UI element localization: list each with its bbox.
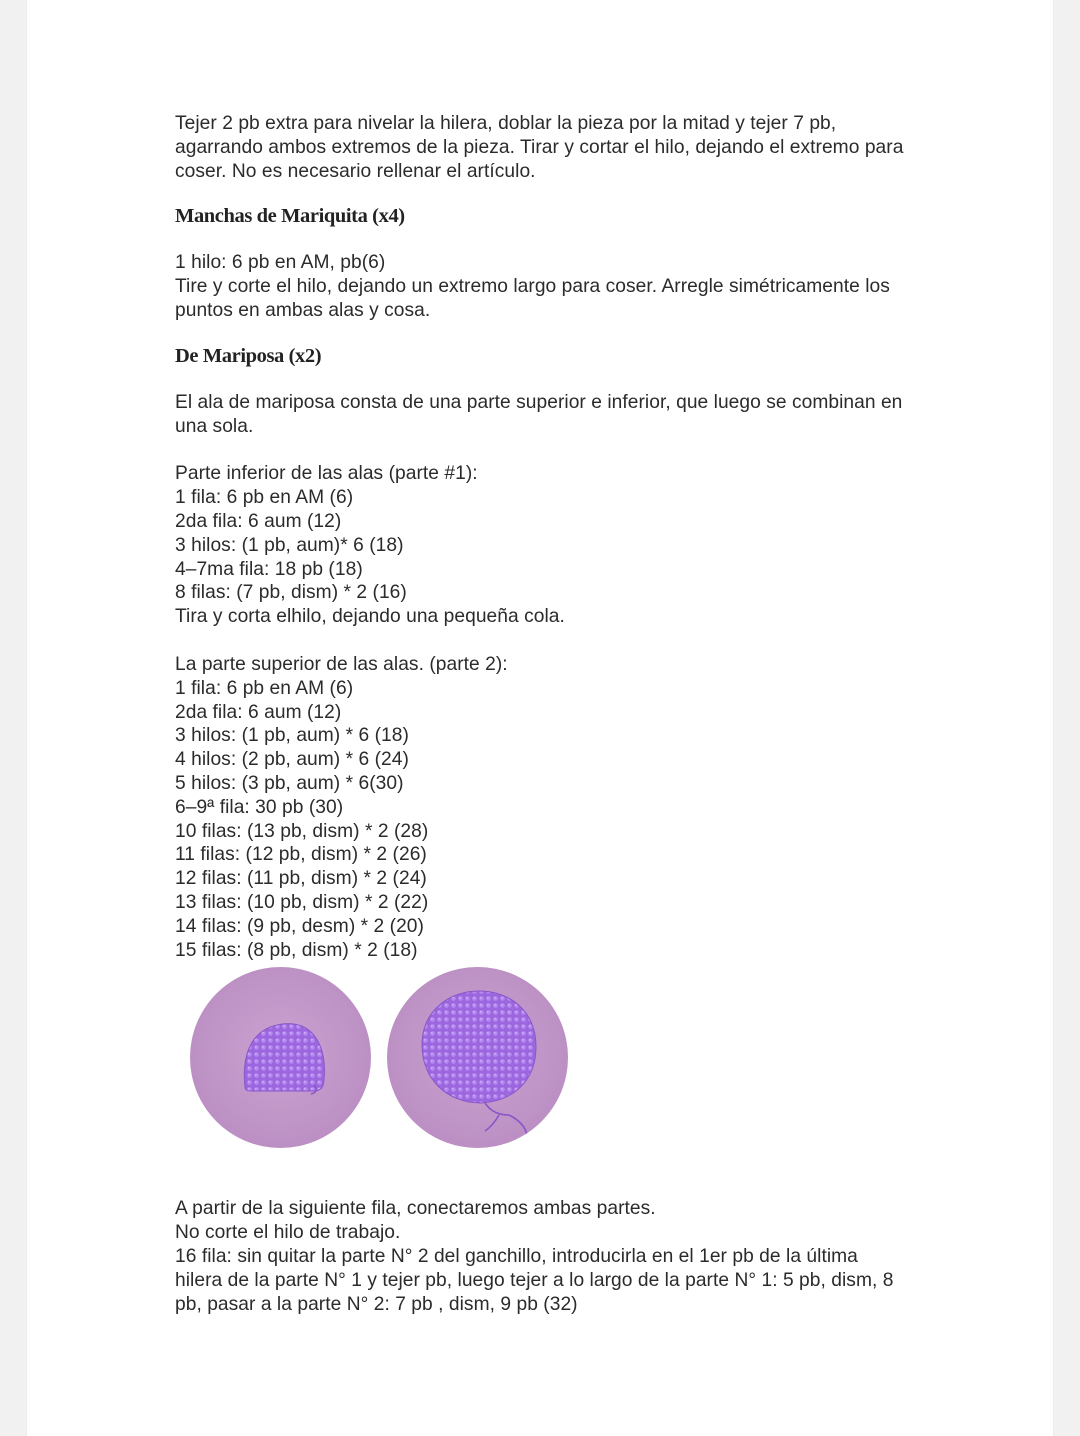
pattern-row: 8 filas: (7 pb, dism) * 2 (16) bbox=[175, 582, 407, 604]
wing-photos bbox=[175, 965, 975, 1175]
text-line: una sola. bbox=[175, 415, 254, 437]
pattern-row: 11 filas: (12 pb, dism) * 2 (26) bbox=[175, 844, 427, 866]
section-heading-butterfly: De Mariposa (x2) bbox=[175, 344, 322, 367]
large-crochet-wing-photo bbox=[387, 967, 568, 1148]
pattern-row: 6–9ª fila: 30 pb (30) bbox=[175, 796, 344, 818]
pattern-row: 14 filas: (9 pb, desm) * 2 (20) bbox=[175, 915, 424, 937]
text-line: Tire y corte el hilo, dejando un extremo largo para coser. Arregle simétricamente los bbox=[175, 276, 890, 298]
text-line: puntos en ambas alas y cosa. bbox=[175, 299, 431, 321]
pattern-row: 2da fila: 6 aum (12) bbox=[175, 701, 342, 723]
pattern-row: 1 fila: 6 pb en AM (6) bbox=[175, 487, 354, 509]
pattern-row: 4 hilos: (2 pb, aum) * 6 (24) bbox=[175, 749, 409, 771]
joining-instructions bbox=[175, 1197, 975, 1316]
text-line: 16 fila: sin quitar la parte N° 2 del ganchillo, introducirla en el 1er pb de la última bbox=[175, 1245, 858, 1267]
pattern-row: 12 filas: (11 pb, dism) * 2 (24) bbox=[175, 868, 427, 890]
section-heading-ladybug-spots: Manchas de Mariquita (x4) bbox=[175, 205, 405, 228]
text-line: El ala de mariposa consta de una parte superior e inferior, que luego se combinan en bbox=[175, 391, 903, 413]
pattern-row: 13 filas: (10 pb, dism) * 2 (22) bbox=[175, 891, 429, 913]
part-title: Parte inferior de las alas (parte #1): bbox=[175, 463, 478, 485]
text-line: Tejer 2 pb extra para nivelar la hilera, doblar la pieza por la mitad y tejer 7 pb, bbox=[175, 113, 837, 134]
document-content bbox=[175, 112, 975, 1316]
butterfly-description bbox=[175, 391, 975, 439]
small-crochet-wing-photo bbox=[190, 967, 371, 1148]
pattern-row: 1 fila: 6 pb en AM (6) bbox=[175, 677, 354, 699]
pattern-row: 10 filas: (13 pb, dism) * 2 (28) bbox=[175, 820, 429, 842]
intro-paragraph bbox=[175, 112, 975, 183]
pattern-row: 2da fila: 6 aum (12) bbox=[175, 510, 342, 532]
pattern-row: 3 hilos: (1 pb, aum)* 6 (18) bbox=[175, 534, 404, 556]
text-line: agarrando ambos extremos de la pieza. Tirar y cortar el hilo, dejando el extremo para bbox=[175, 136, 904, 158]
text-line: 1 hilo: 6 pb en AM, pb(6) bbox=[175, 252, 386, 274]
pattern-row: 3 hilos: (1 pb, aum) * 6 (18) bbox=[175, 725, 409, 747]
ladybug-paragraph bbox=[175, 251, 975, 322]
text-line: coser. No es necesario rellenar el artículo. bbox=[175, 160, 536, 182]
wing-part-2-pattern bbox=[175, 653, 975, 962]
text-line: pb, pasar a la parte N° 2: 7 pb , dism, 9 pb (32) bbox=[175, 1293, 578, 1315]
text-line: hilera de la parte N° 1 y tejer pb, luego tejer a lo largo de la parte N° 1: 5 pb, dism, 8 bbox=[175, 1269, 894, 1291]
pattern-row: 4–7ma fila: 18 pb (18) bbox=[175, 558, 363, 580]
pattern-row: Tira y corta elhilo, dejando una pequeña cola. bbox=[175, 606, 565, 628]
text-line: A partir de la siguiente fila, conectaremos ambas partes. bbox=[175, 1198, 656, 1220]
text-line: No corte el hilo de trabajo. bbox=[175, 1222, 401, 1244]
wing-part-1-pattern bbox=[175, 462, 975, 629]
pattern-row: 5 hilos: (3 pb, aum) * 6(30) bbox=[175, 772, 404, 794]
document-page bbox=[27, 0, 1053, 1436]
pattern-row: 15 filas: (8 pb, dism) * 2 (18) bbox=[175, 939, 418, 961]
part-title: La parte superior de las alas. (parte 2): bbox=[175, 653, 508, 675]
